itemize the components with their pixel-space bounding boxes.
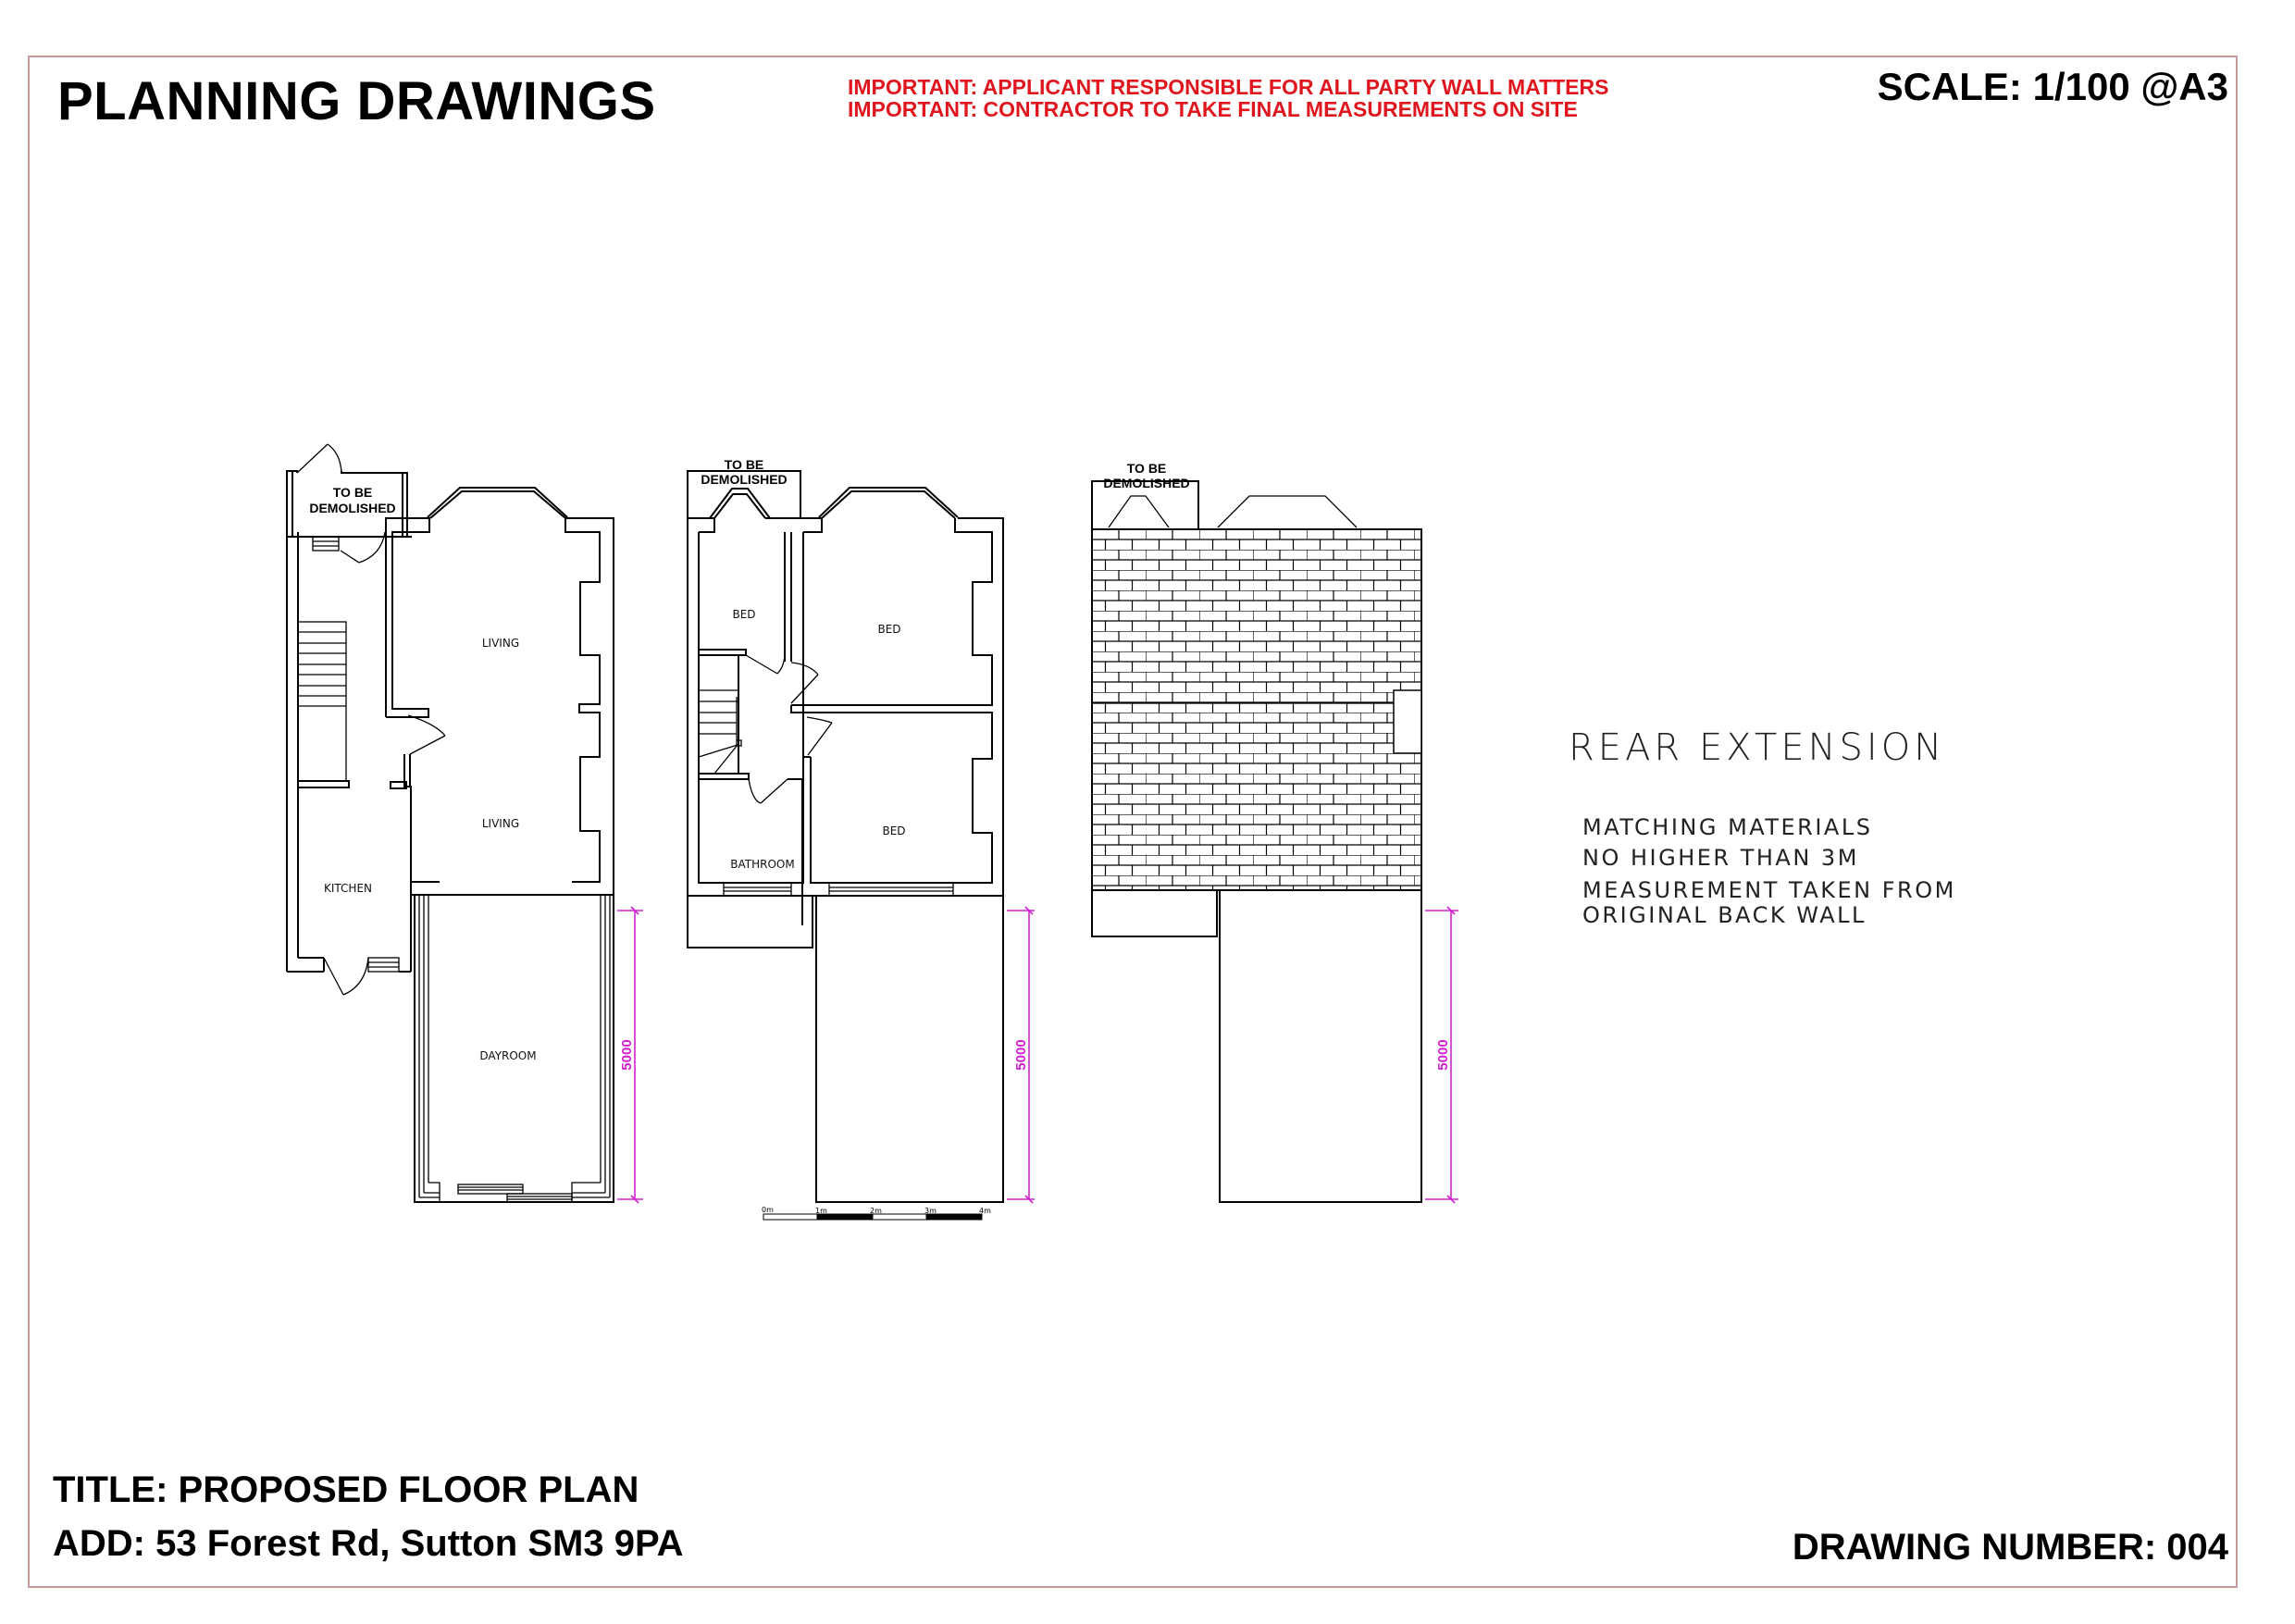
note-line-1: MATCHING MATERIALS <box>1582 814 1873 840</box>
roof-tiles-pattern <box>1092 529 1421 890</box>
drawing-number: DRAWING NUMBER: 004 <box>1792 1527 2228 1568</box>
svg-text:BATHROOM: BATHROOM <box>730 858 795 871</box>
svg-text:KITCHEN: KITCHEN <box>324 882 372 895</box>
rear-extension-heading: REAR EXTENSION <box>1569 726 1946 769</box>
note-line-3: MEASUREMENT TAKEN FROM <box>1582 877 1956 903</box>
svg-text:1m: 1m <box>815 1207 827 1215</box>
note-line-2: NO HIGHER THAN 3M <box>1582 845 1859 871</box>
roof-plan <box>1092 461 1458 1203</box>
svg-text:DEMOLISHED: DEMOLISHED <box>1103 476 1190 490</box>
svg-text:3m: 3m <box>924 1207 937 1215</box>
svg-text:LIVING: LIVING <box>481 817 520 830</box>
ground-demolish-porch <box>287 444 407 537</box>
svg-text:DAYROOM: DAYROOM <box>479 1049 537 1062</box>
drawing-address: ADD: 53 Forest Rd, Sutton SM3 9PA <box>53 1523 684 1564</box>
scale-bar <box>762 1206 991 1220</box>
svg-text:5000: 5000 <box>1435 1039 1451 1071</box>
note-line-4: ORIGINAL BACK WALL <box>1582 902 1867 928</box>
warning-party-wall: IMPORTANT: APPLICANT RESPONSIBLE FOR ALL PARTY WALL MATTERS <box>848 75 1609 99</box>
svg-text:DEMOLISHED: DEMOLISHED <box>309 501 396 515</box>
svg-text:2m: 2m <box>870 1207 882 1215</box>
svg-text:BED: BED <box>877 623 901 636</box>
roof-chimney <box>1394 690 1421 753</box>
ground-dayroom-extension <box>411 895 614 1202</box>
svg-text:TO BE: TO BE <box>724 457 764 472</box>
svg-text:LIVING: LIVING <box>481 637 520 650</box>
svg-text:5000: 5000 <box>1013 1039 1029 1071</box>
ground-dimension-5000 <box>617 907 643 1203</box>
svg-text:5000: 5000 <box>619 1039 635 1071</box>
roof-dimension-5000 <box>1425 907 1458 1203</box>
drawing-title: TITLE: PROPOSED FLOOR PLAN <box>53 1469 639 1510</box>
svg-text:0m: 0m <box>762 1206 774 1214</box>
ground-floor-plan <box>287 444 643 1203</box>
ground-living-rooms <box>386 488 614 972</box>
warning-measurements: IMPORTANT: CONTRACTOR TO TAKE FINAL MEASUREMENTS ON SITE <box>848 97 1578 121</box>
scale-label: SCALE: 1/100 @A3 <box>1877 65 2228 108</box>
svg-text:TO BE: TO BE <box>332 485 373 500</box>
svg-text:BED: BED <box>882 824 906 837</box>
svg-text:4m: 4m <box>979 1207 991 1215</box>
first-floor-plan <box>688 457 1035 1203</box>
first-dimension-5000 <box>1007 907 1035 1203</box>
svg-text:DEMOLISHED: DEMOLISHED <box>701 472 788 487</box>
svg-text:BED: BED <box>732 608 756 621</box>
page-title: PLANNING DRAWINGS <box>57 71 656 131</box>
roof-demolish-area <box>1092 461 1198 529</box>
svg-text:TO BE: TO BE <box>1126 461 1167 476</box>
